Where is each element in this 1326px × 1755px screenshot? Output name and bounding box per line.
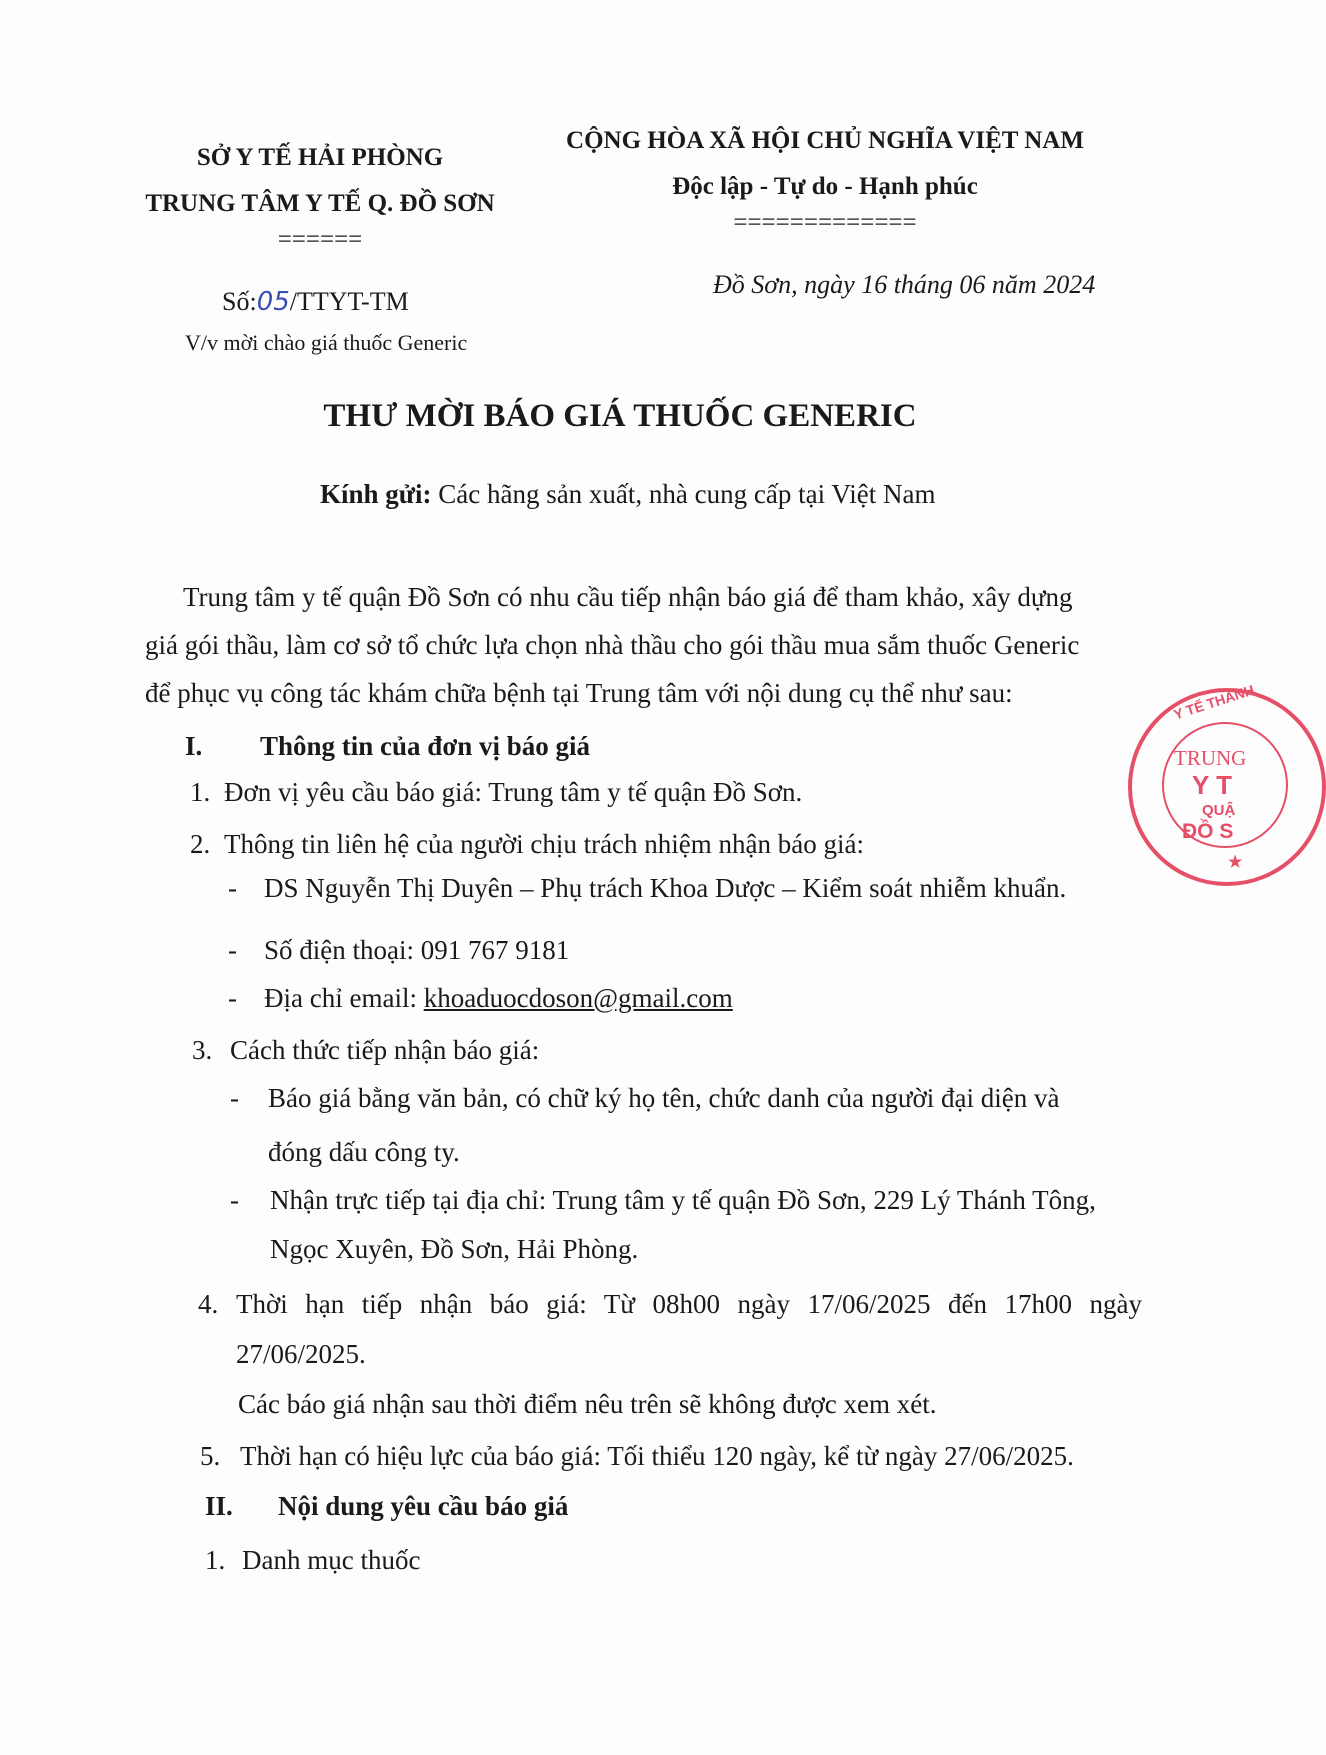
section-1-heading: Thông tin của đơn vị báo giá [260,731,591,761]
stamp-line: ĐỒ S [1182,820,1234,843]
stamp-line: TRUNG [1174,746,1247,770]
drug-list-heading: Danh mục thuốc [242,1545,421,1575]
list-number: 4. [198,1289,219,1319]
list-number: 5. [200,1441,221,1471]
bullet-dash: - [228,983,237,1013]
recipient-value: Các hãng sản xuất, nhà cung cấp tại Việt Nam [438,479,936,509]
number-suffix: /TTYT-TM [289,287,409,316]
list-number: 1. [205,1545,226,1575]
intro-line: Trung tâm y tế quận Đồ Sơn có nhu cầu tiếp nhận báo giá để tham khảo, xây dựng [183,582,1073,612]
receiving-method-heading: Cách thức tiếp nhận báo giá: [230,1035,540,1065]
bullet-dash: - [228,935,237,965]
intro-line: để phục vụ công tác khám chữa bệnh tại Trung tâm với nội dung cụ thể như sau: [145,678,1013,708]
document-subject: V/v mời chào giá thuốc Generic [185,330,468,355]
recipient [320,470,935,518]
requesting-unit: Đơn vị yêu cầu báo giá: Trung tâm y tế quận Đồ Sơn. [224,777,803,807]
contact-email-row [264,974,733,1022]
header-right-rule: ============= [733,209,917,236]
contact-info-heading: Thông tin liên hệ của người chịu trách nhiệm nhận báo giá: [224,829,864,859]
stamp-ring-text: Y TẾ THÀNH [1171,681,1257,723]
national-motto: Độc lập - Tự do - Hạnh phúc [672,173,978,200]
stamp-star-icon: ★ [1228,854,1243,871]
header-left-rule: ====== [277,226,363,253]
national-title: CỘNG HÒA XÃ HỘI CHỦ NGHĨA VIỆT NAM [566,127,1084,154]
contact-person: DS Nguyễn Thị Duyên – Phụ trách Khoa Dược – Kiểm soát nhiễm khuẩn. [264,873,1067,903]
email-link[interactable]: khoaduocdoson@gmail.com [423,983,733,1013]
section-1-numeral: I. [185,731,203,761]
method-written-quote: đóng dấu công ty. [268,1137,460,1167]
official-stamp [1128,681,1326,886]
list-number: 1. [190,777,211,807]
number-prefix: Số: [222,287,257,316]
method-direct-address: Ngọc Xuyên, Đồ Sơn, Hải Phòng. [270,1234,639,1264]
bullet-dash: - [230,1185,239,1215]
validity-period: Thời hạn có hiệu lực của báo giá: Tối thiểu 120 ngày, kể từ ngày 27/06/2025. [240,1441,1074,1471]
department-name: SỞ Y TẾ HẢI PHÒNG [196,144,444,171]
document-number [222,278,409,326]
list-number: 3. [192,1035,213,1065]
deadline: 27/06/2025. [236,1339,366,1369]
list-number: 2. [190,829,211,859]
place-date: Đồ Sơn, ngày 16 tháng 06 năm 2024 [713,270,1096,299]
method-direct-address: Nhận trực tiếp tại địa chỉ: Trung tâm y tế quận Đồ Sơn, 229 Lý Thánh Tông, [270,1185,1096,1215]
stamp-line: Y T [1192,770,1232,800]
section-2-heading: Nội dung yêu cầu báo giá [278,1491,569,1521]
section-2-numeral: II. [205,1491,233,1521]
center-name: TRUNG TÂM Y TẾ Q. ĐỒ SƠN [145,190,495,217]
deadline-note: Các báo giá nhận sau thời điểm nêu trên sẽ không được xem xét. [238,1389,937,1419]
national-header [525,118,1125,236]
contact-phone: Số điện thoại: 091 767 9181 [264,935,570,965]
email-label: Địa chỉ email: [264,983,424,1013]
stamp-line: QUẬ [1202,802,1236,819]
agency-header [120,135,520,253]
deadline: Thời hạn tiếp nhận báo giá: Từ 08h00 ngày 17/06/2025 đến 17h00 ngày [236,1289,1142,1319]
letter-title: THƯ MỜI BÁO GIÁ THUỐC GENERIC [323,398,917,434]
handwritten-number: 05 [256,287,290,317]
bullet-dash: - [230,1083,239,1113]
method-written-quote: Báo giá bằng văn bản, có chữ ký họ tên, chức danh của người đại diện và [268,1083,1060,1113]
recipient-label: Kính gửi: [320,479,432,509]
intro-line: giá gói thầu, làm cơ sở tổ chức lựa chọn nhà thầu cho gói thầu mua sắm thuốc Generic [145,630,1080,660]
bullet-dash: - [228,873,237,903]
